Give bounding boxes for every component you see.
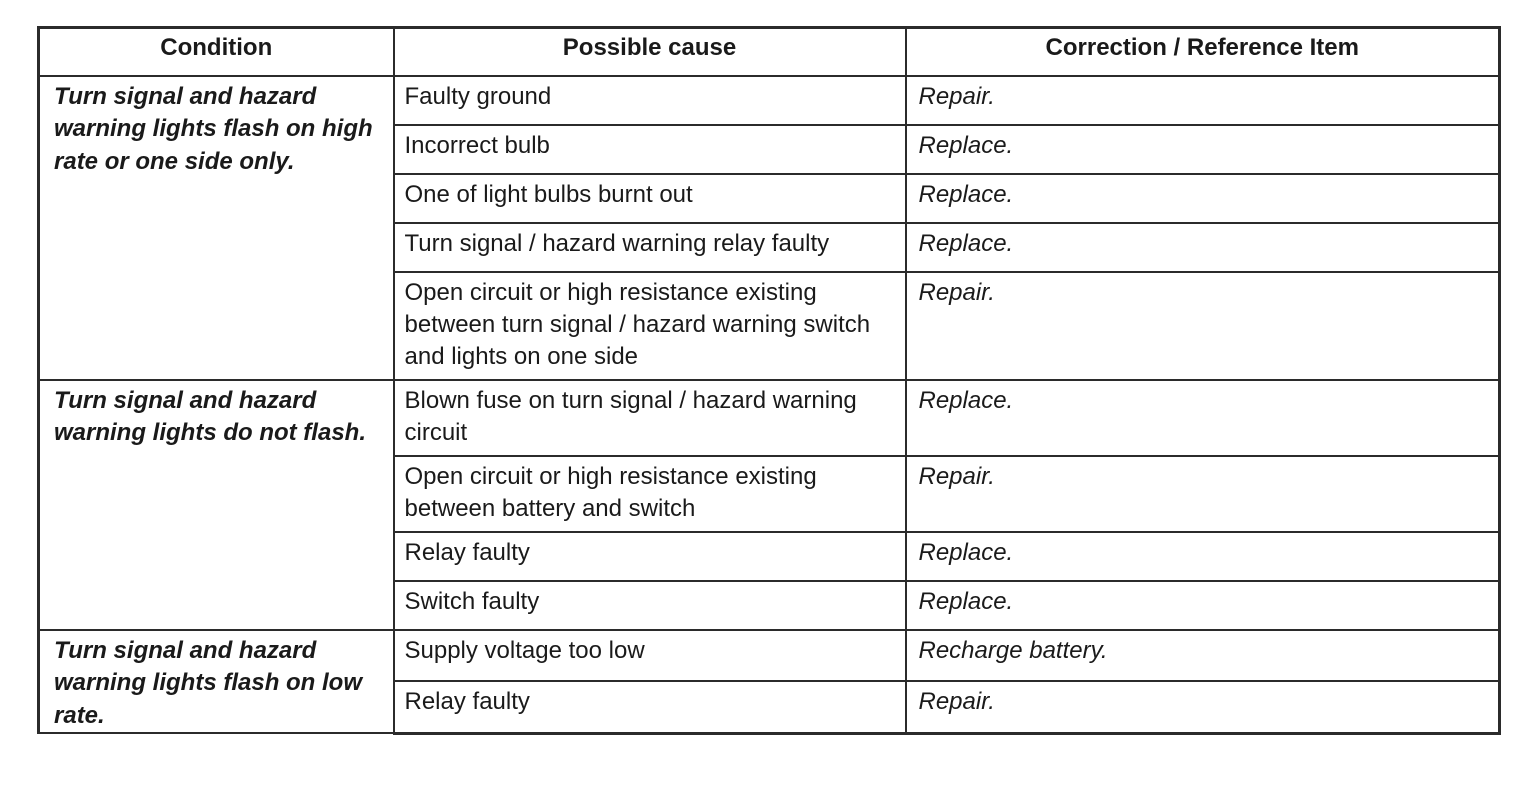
- table-body: [39, 76, 1500, 734]
- correction-cell: Repair.: [906, 681, 1500, 733]
- cause-cell: Turn signal / hazard warning relay faulty: [394, 223, 906, 272]
- header-possible-cause: Possible cause: [394, 28, 906, 76]
- cause-cell: Switch faulty: [394, 581, 906, 630]
- cause-cell: One of light bulbs burnt out: [394, 174, 906, 223]
- correction-cell: Replace.: [906, 581, 1500, 630]
- header-correction: Correction / Reference Item: [906, 28, 1500, 76]
- table-row: [39, 630, 1500, 682]
- correction-cell: Replace.: [906, 223, 1500, 272]
- table-row: [39, 380, 1500, 456]
- correction-cell: Replace.: [906, 532, 1500, 581]
- correction-cell: Replace.: [906, 380, 1500, 456]
- cause-cell: Faulty ground: [394, 76, 906, 125]
- condition-cell: Turn signal and hazard warning lights flash on high rate or one side only.: [39, 76, 394, 380]
- condition-cell: Turn signal and hazard warning lights flash on low rate.: [39, 630, 394, 734]
- cause-cell: Supply voltage too low: [394, 630, 906, 682]
- cause-cell: Open circuit or high resistance existing between battery and switch: [394, 456, 906, 532]
- condition-cell: Turn signal and hazard warning lights do not flash.: [39, 380, 394, 630]
- correction-cell: Repair.: [906, 272, 1500, 380]
- cause-cell: Open circuit or high resistance existing between turn signal / hazard warning switch and lights on one side: [394, 272, 906, 380]
- correction-cell: Replace.: [906, 125, 1500, 174]
- table-header: [39, 28, 1500, 76]
- troubleshooting-table: [37, 26, 1501, 735]
- correction-cell: Repair.: [906, 76, 1500, 125]
- correction-cell: Replace.: [906, 174, 1500, 223]
- correction-cell: Repair.: [906, 456, 1500, 532]
- cause-cell: Relay faulty: [394, 532, 906, 581]
- cause-cell: Incorrect bulb: [394, 125, 906, 174]
- cause-cell: Relay faulty: [394, 681, 906, 733]
- header-row: [39, 28, 1500, 76]
- table-row: [39, 76, 1500, 125]
- header-condition: Condition: [39, 28, 394, 76]
- correction-cell: Recharge battery.: [906, 630, 1500, 682]
- cause-cell: Blown fuse on turn signal / hazard warning circuit: [394, 380, 906, 456]
